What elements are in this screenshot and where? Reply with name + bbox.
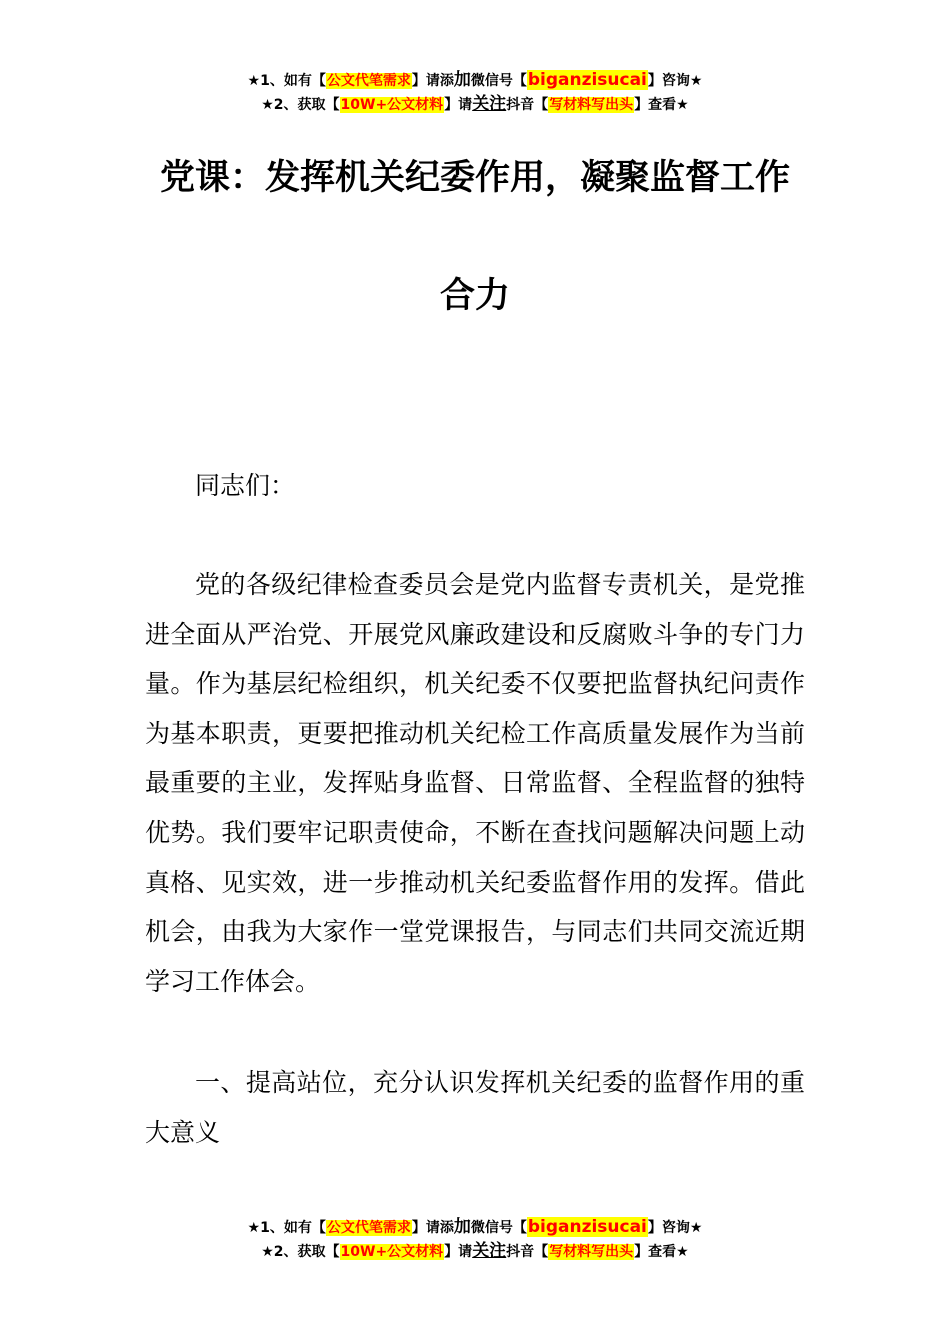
banner-line-1 — [0, 69, 950, 93]
salutation: 同志们： — [195, 471, 296, 500]
highlight-materials: 10W+公文材料 — [340, 1244, 444, 1260]
banner-line-2 — [0, 93, 950, 117]
banner-text: 】咨询★ — [647, 73, 703, 89]
section-heading: 一、提高站位，充分认识发挥机关纪委的监督作用的重大意义 — [145, 1068, 805, 1147]
highlight-service: 公文代笔需求 — [326, 73, 411, 89]
banner-text: 微信号【 — [470, 73, 527, 89]
banner-text: 】查看★ — [634, 97, 689, 113]
banner-text: ★1、如有【 — [247, 1220, 326, 1236]
highlight-materials: 10W+公文材料 — [340, 97, 444, 113]
highlight-douyin: 写材料写出头 — [549, 1244, 634, 1260]
document-title: 党课：发挥机关纪委作用，凝聚监督工作 — [159, 158, 790, 198]
header-banner — [0, 69, 950, 117]
banner-emphasis: 关注 — [472, 94, 507, 114]
banner-line-2 — [0, 1240, 950, 1264]
banner-text: 】查看★ — [634, 1244, 689, 1260]
banner-line-1 — [0, 1216, 950, 1240]
banner-text: ★1、如有【 — [247, 73, 326, 89]
banner-text: 抖音【 — [506, 1244, 549, 1260]
banner-emphasis: 加 — [453, 70, 471, 90]
banner-emphasis: 加 — [453, 1217, 471, 1237]
banner-text: 】请 — [444, 97, 473, 113]
highlight-douyin: 写材料写出头 — [549, 97, 634, 113]
footer-banner — [0, 1216, 950, 1264]
banner-text: 抖音【 — [506, 97, 549, 113]
banner-text: ★2、获取【 — [261, 1244, 340, 1260]
banner-text: ★2、获取【 — [261, 97, 340, 113]
highlight-wechat-id: biganzisucai — [527, 70, 647, 90]
banner-text: 】咨询★ — [647, 1220, 703, 1236]
banner-emphasis: 关注 — [472, 1241, 507, 1261]
body-paragraph: 党的各级纪律检查委员会是党内监督专责机关，是党推进全面从严治党、开展党风廉政建设和反腐败斗争的专门力量。作为基层纪检组织，机关纪委不仅要把监督执纪问责作为基本职责，更要把推动机关纪检工作高质量发展作为当前最重要的主业，发挥贴身监督、日常监督、全程监督的独特优势。我们要牢记职责使命，不断在查找问题解决问题上动真格、见实效，进一步推动机关纪委监督作用的发挥。借此机会，由我为大家作一堂党课报告，与同志们共同交流近期学习工作体会。 — [145, 570, 805, 996]
banner-text: 】请添 — [411, 1220, 454, 1236]
banner-text: 】请添 — [411, 73, 454, 89]
highlight-service: 公文代笔需求 — [326, 1220, 411, 1236]
document-title-continued: 合力 — [439, 276, 510, 316]
banner-text: 微信号【 — [470, 1220, 527, 1236]
banner-text: 】请 — [444, 1244, 473, 1260]
highlight-wechat-id: biganzisucai — [527, 1217, 647, 1237]
